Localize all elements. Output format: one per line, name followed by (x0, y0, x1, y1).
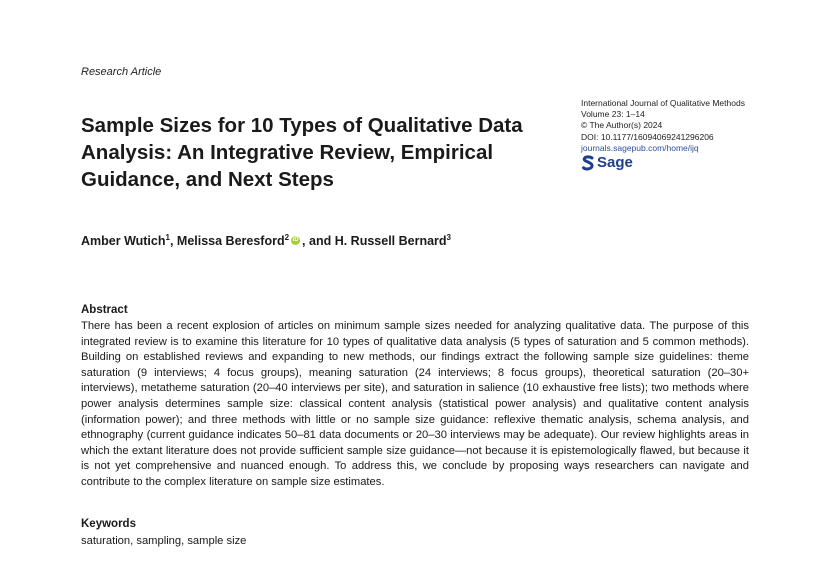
author-name[interactable]: Amber Wutich (81, 234, 166, 248)
author-list (81, 234, 451, 248)
sage-s-icon (581, 155, 595, 171)
copyright-notice: © The Author(s) 2024 (581, 120, 663, 131)
affiliation-marker[interactable]: 1 (165, 232, 170, 242)
journal-url-link[interactable]: journals.sagepub.com/home/ijq (581, 142, 699, 153)
article-title: Sample Sizes for 10 Types of Qualitative Data Analysis: An Integrative Review, Empirical Guidance, and Next Steps (81, 114, 523, 191)
article-type-label: Research Article (81, 66, 162, 78)
author-name[interactable]: H. Russell Bernard (334, 234, 447, 248)
journal-name: International Journal of Qualitative Methods (581, 98, 745, 108)
keywords-list: saturation, sampling, sample size (81, 535, 247, 547)
doi: DOI: 10.1177/16094069241296206 (581, 131, 714, 142)
author-name[interactable]: Melissa Beresford (176, 234, 285, 248)
affiliation-marker[interactable]: 2 (284, 232, 290, 242)
journal-volume: Volume 23: 1–14 (581, 109, 645, 120)
author-separator: , (169, 234, 177, 248)
publisher-name: Sage (597, 154, 633, 171)
orcid-icon[interactable]: iD (292, 237, 299, 244)
keywords-heading: Keywords (81, 518, 136, 530)
affiliation-marker[interactable]: 3 (446, 232, 451, 242)
publisher-logo (581, 154, 633, 171)
journal-metadata (581, 98, 781, 154)
abstract-heading: Abstract (81, 304, 128, 316)
author-separator: , and (302, 234, 335, 248)
abstract-text: There has been a recent explosion of articles on minimum sample sizes needed for analyzing qualitative data. The purpose of this integrated review is to examine this literature for 10 types of qualitative data analysis (5 types of saturation and 5 common methods). Building on established reviews and expanding to new methods, our findings extract the following sample size guidelines: theme saturation (9 interviews; 4 focus groups), meaning saturation (24 interviews; 8 focus groups), theoretical saturation (20–30+ interviews), metatheme saturation (20–40 interviews per site), and saturation in salience (10 exhaustive free lists); two methods where power analysis determines sample size: classical content analysis (statistical power analysis) and qualitative content analysis (information power); and three methods with little or no sample size guidance: reflexive thematic analysis, schema analysis, and ethnography (current guidance indicates 50–81 data documents or 20–30 interviews may be adequate). Our review highlights areas in which the extant literature does not provide sufficient sample size guidance—not because it is epistemologically flawed, but because it is not yet comprehensive and nuanced enough. To address this, we conclude by proposing ways researchers can navigate and contribute to the complex literature on sample size estimates. (81, 320, 749, 488)
